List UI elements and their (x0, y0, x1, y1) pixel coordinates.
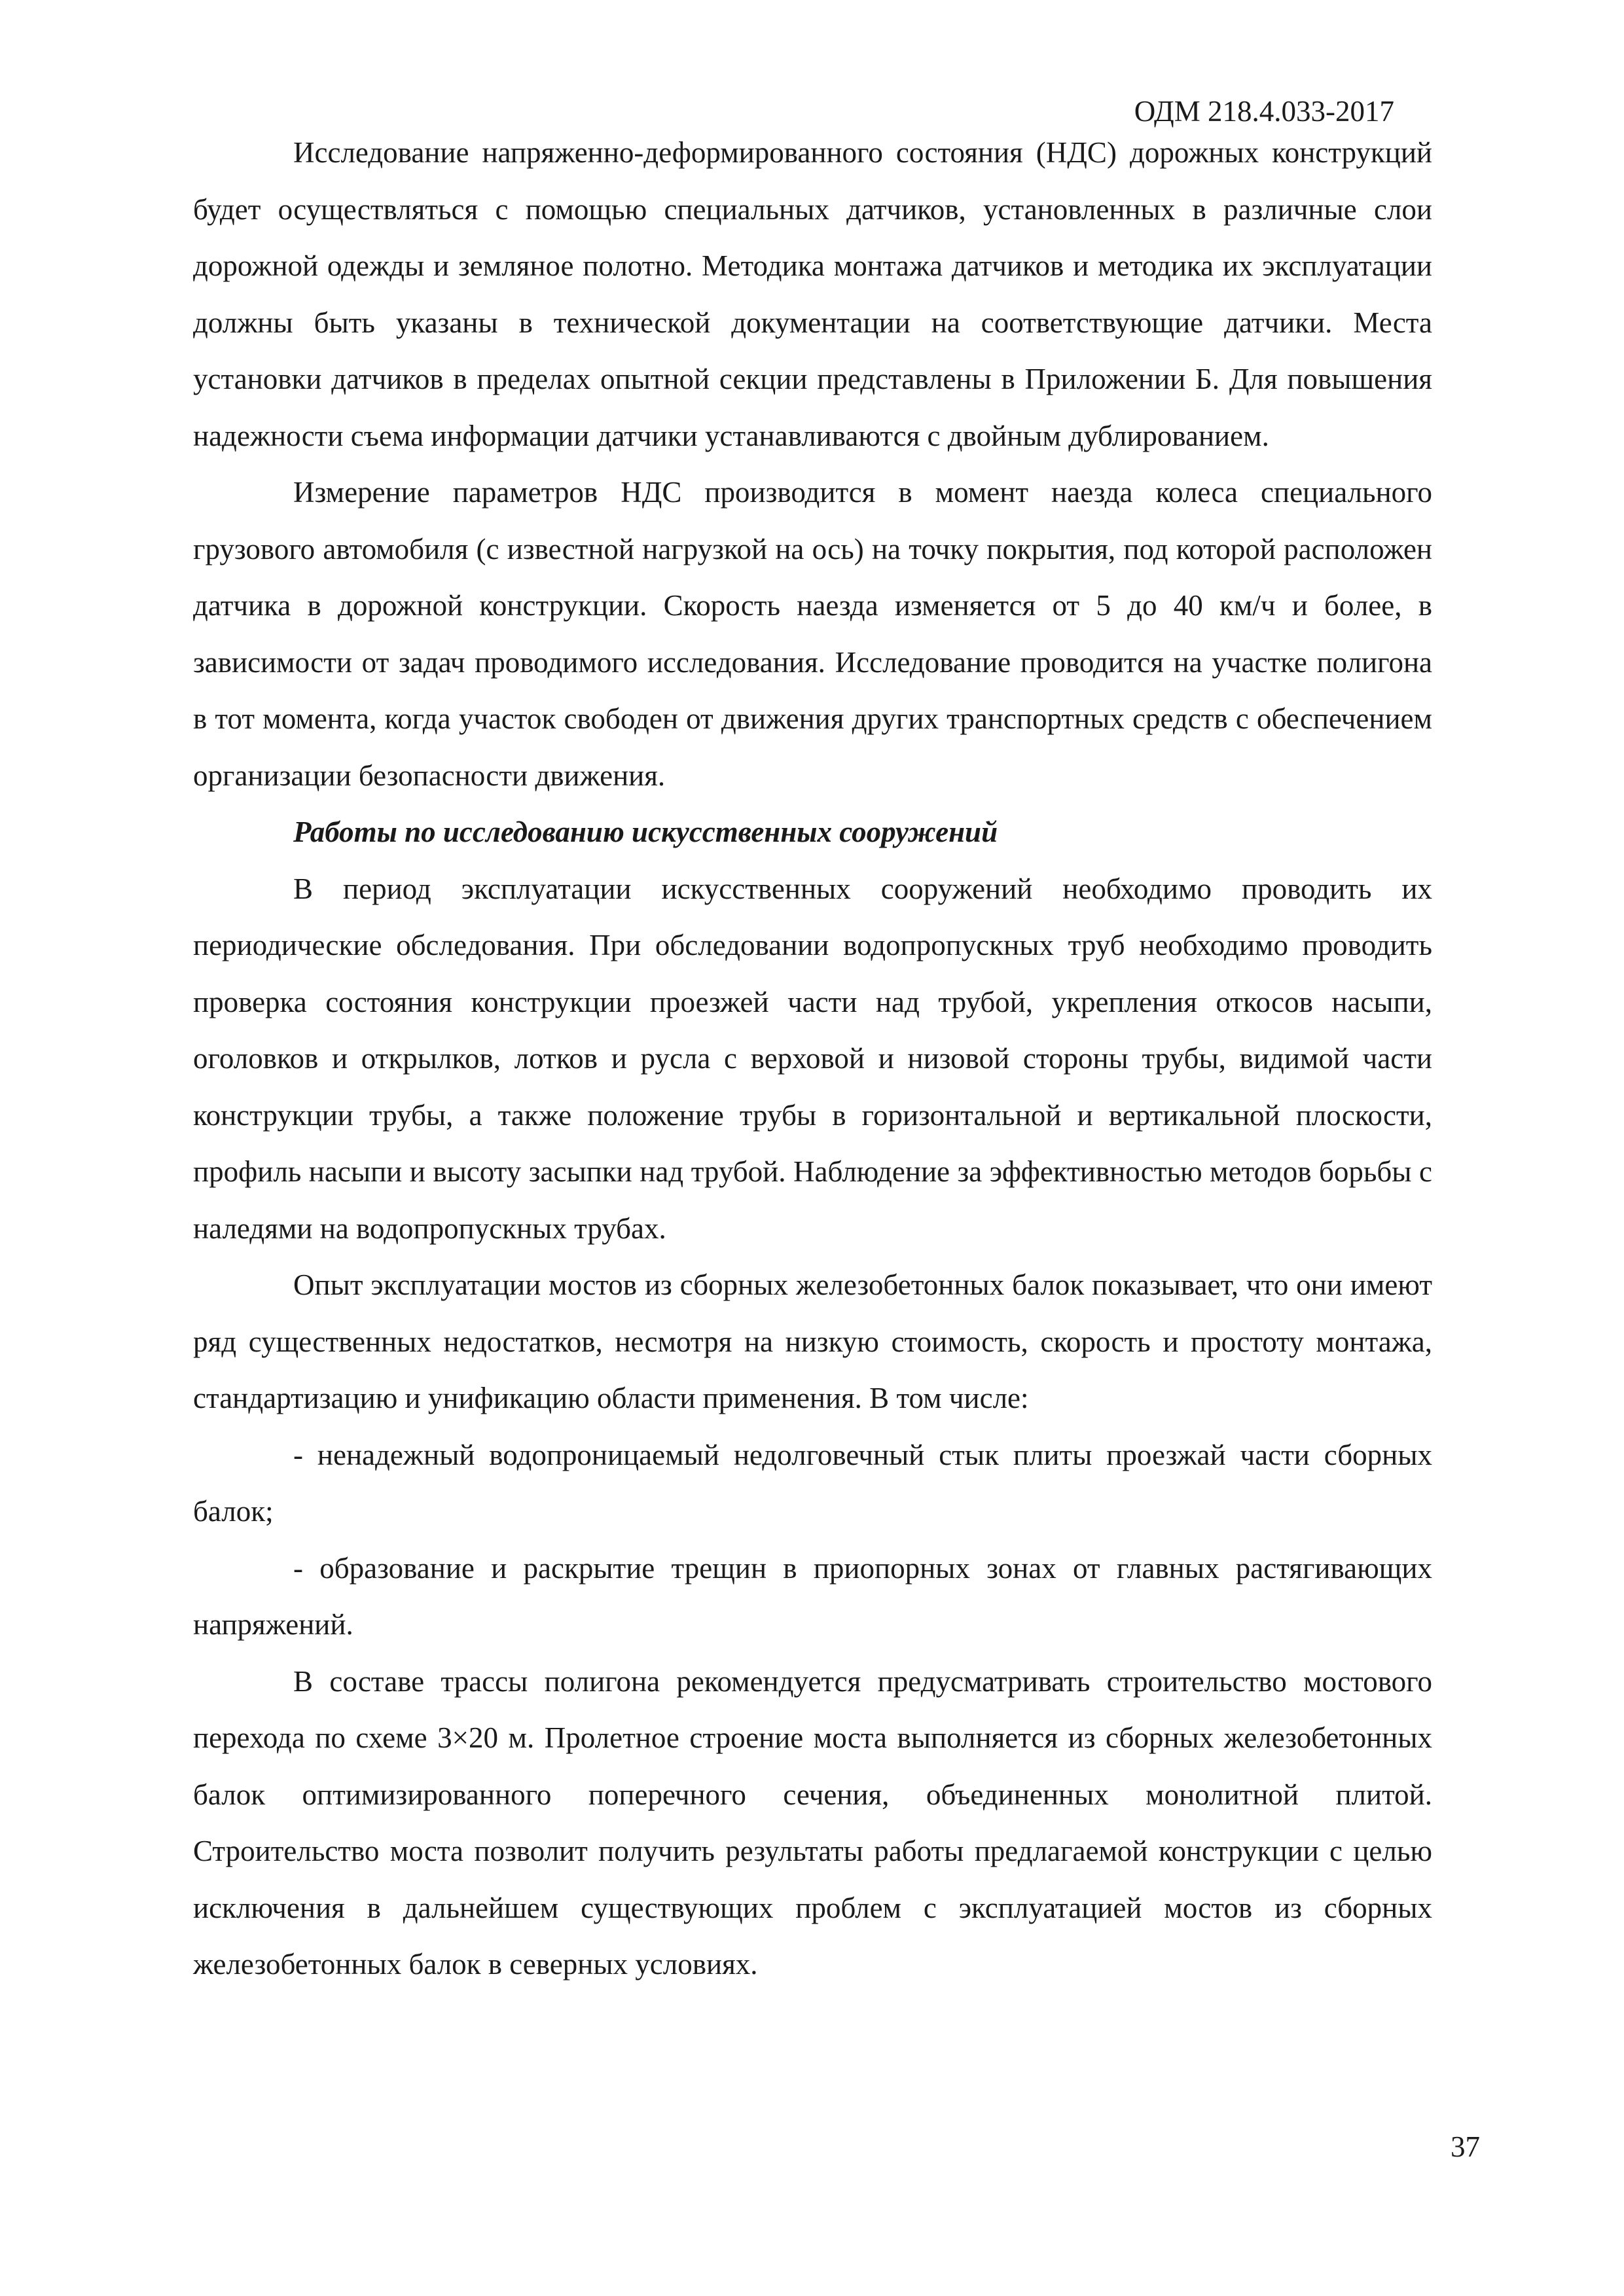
document-code-header: ОДМ 218.4.033-2017 (1134, 95, 1394, 128)
page-body (193, 124, 1432, 1993)
paragraph-bridges-experience: Опыт эксплуатации мостов из сборных железобетонных балок показывает, что они имеют ряд существенных недостатков, несмотря на низкую стоимость, скорость и простоту монтажа, стандартизацию и унификацию области применения. В том числе: (193, 1268, 1432, 1414)
page-number: 37 (1451, 2130, 1480, 2163)
paragraph-bridge-construction: В составе трассы полигона рекомендуется предусматривать строительство мостового перехода по схеме 3×20 м. Пролетное строение моста выполняется из сборных железобетонных балок оптимизированного поперечного сечения, объединенных монолитной плитой. Строительство моста позволит получить результаты работы предлагаемой конструкции с целью исключения в дальнейшем существующих проблем с эксплуатацией мостов из сборных железобетонных балок в северных условиях. (193, 1664, 1432, 1981)
paragraph-structures-inspection: В период эксплуатации искусственных сооружений необходимо проводить их периодические обследования. При обследовании водопропускных труб необходимо проводить проверка состояния конструкции проезжей части над трубой, укрепления откосов насыпи, оголовков и открылков, лотков и русла с верховой и низовой стороны трубы, видимой части конструкции трубы, а также положение трубы в горизонтальной и вертикальной плоскости, профиль насыпи и высоту засыпки над трубой. Наблюдение за эффективностью методов борьбы с наледями на водопропускных трубах. (193, 872, 1432, 1245)
section-subheading: Работы по исследованию искусственных сооружений (293, 816, 998, 848)
list-item-joint: - ненадежный водопроницаемый недолговечный стык плиты проезжай части сборных балок; (193, 1438, 1432, 1528)
paragraph-nds-measurement: Измерение параметров НДС производится в момент наезда колеса специального грузового автомобиля (с известной нагрузкой на ось) на точку покрытия, под которой расположен датчика в дорожной конструкции. Скорость наезда изменяется от 5 до 40 км/ч и более, в зависимости от задач проводимого исследования. Исследование проводится на участке полигона в тот момента, когда участок свободен от движения других транспортных средств с обеспечением организации безопасности движения. (193, 476, 1432, 792)
paragraph-nds-sensors: Исследование напряженно-деформированного состояния (НДС) дорожных конструкций будет осуществляться с помощью специальных датчиков, установленных в различные слои дорожной одежды и земляное полотно. Методика монтажа датчиков и методика их эксплуатации должны быть указаны в технической документации на соответствующие датчики. Места установки датчиков в пределах опытной секции представлены в Приложении Б. Для повышения надежности съема информации датчики устанавливаются с двойным дублированием. (193, 136, 1432, 452)
list-item-cracks: - образование и раскрытие трещин в приопорных зонах от главных растягивающих напряжений. (193, 1551, 1432, 1641)
